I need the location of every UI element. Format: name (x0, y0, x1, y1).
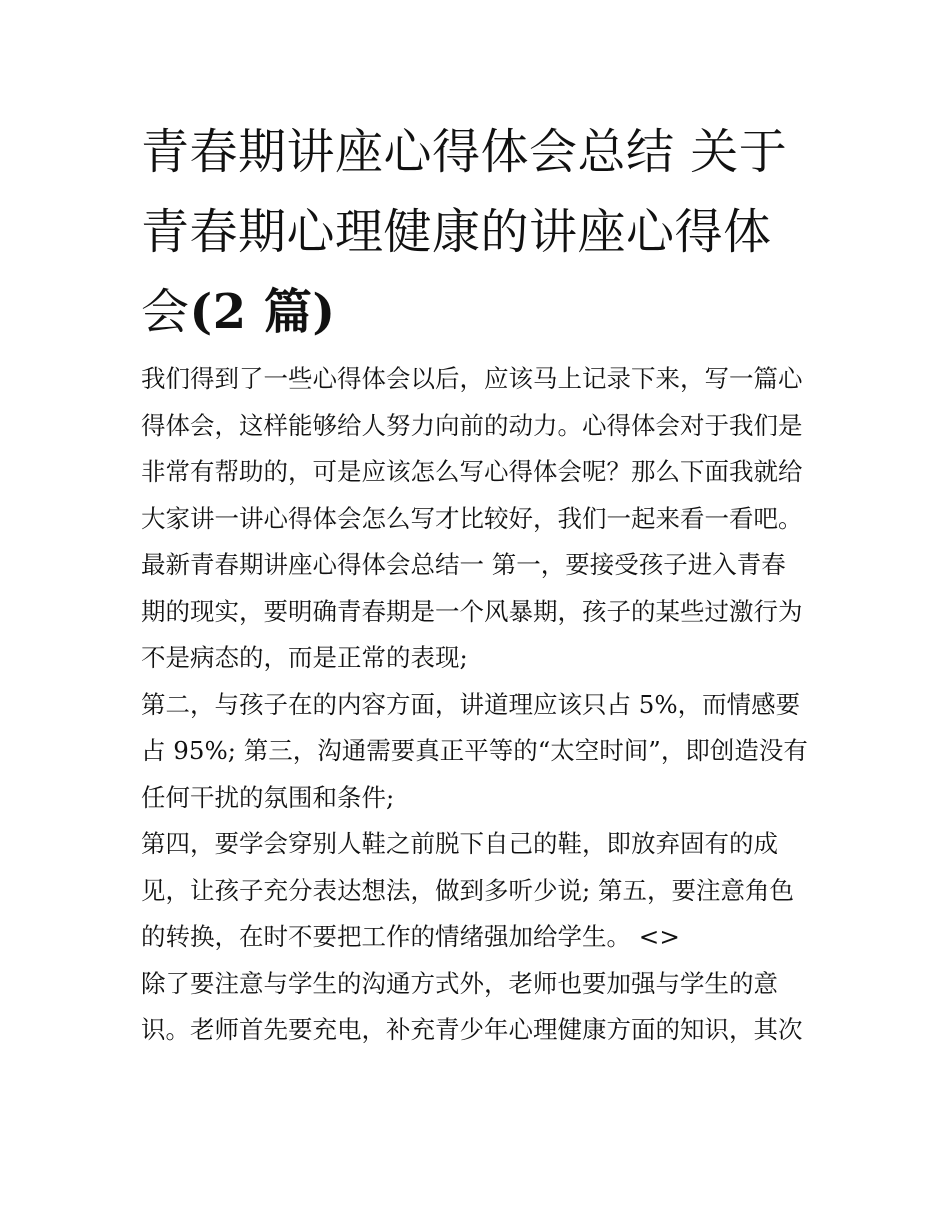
body-line: 期的现实，要明确青春期是一个风暴期，孩子的某些过激行为 (141, 596, 803, 626)
body-line: 最新青春期讲座心得体会总结一 第一，要接受孩子进入青春 (141, 550, 786, 579)
document-title (141, 112, 841, 352)
body-line: 第四，要学会穿别人鞋之前脱下自己的鞋，即放弃固有的成 (141, 829, 778, 858)
body-line: 识。老师首先要充电，补充青少年心理健康方面的知识，其次 (141, 1015, 803, 1044)
title-line (141, 272, 841, 352)
body-line: 得体会，这样能够给人努力向前的动力。心得体会对于我们是 (141, 410, 803, 440)
title-line: 青春期讲座心得体会总结 关于 (141, 124, 788, 180)
body-line: 的转换，在时不要把工作的情绪强加给学生。 <> (141, 922, 680, 951)
body-line: 任何干扰的氛围和条件; (141, 782, 395, 812)
body-line: 见，让孩子充分表达想法，做到多听少说; 第五，要注意角色 (141, 875, 795, 905)
body-line: 第二，与孩子在的内容方面，讲道理应该只占 5%，而情感要 (141, 689, 801, 719)
body-line: 非常有帮助的，可是应该怎么写心得体会呢？那么下面我就给 (141, 457, 803, 486)
body-line: 我们得到了一些心得体会以后，应该马上记录下来，写一篇心 (141, 364, 803, 393)
body-line: 占 95%; 第三，沟通需要真正平等的“太空时间”，即创造没有 (141, 736, 808, 765)
document-body (141, 356, 821, 1054)
title-line: 青春期心理健康的讲座心得体 (141, 204, 772, 260)
body-line: 大家讲一讲心得体会怎么写才比较好，我们一起来看一看吧。 (141, 503, 803, 533)
title-line-text: 会 (141, 284, 190, 340)
body-line: 不是病态的，而是正常的表现; (141, 643, 468, 672)
body-line: 除了要注意与学生的沟通方式外，老师也要加强与学生的意 (141, 968, 778, 998)
title-count: (2 篇) (189, 284, 336, 340)
